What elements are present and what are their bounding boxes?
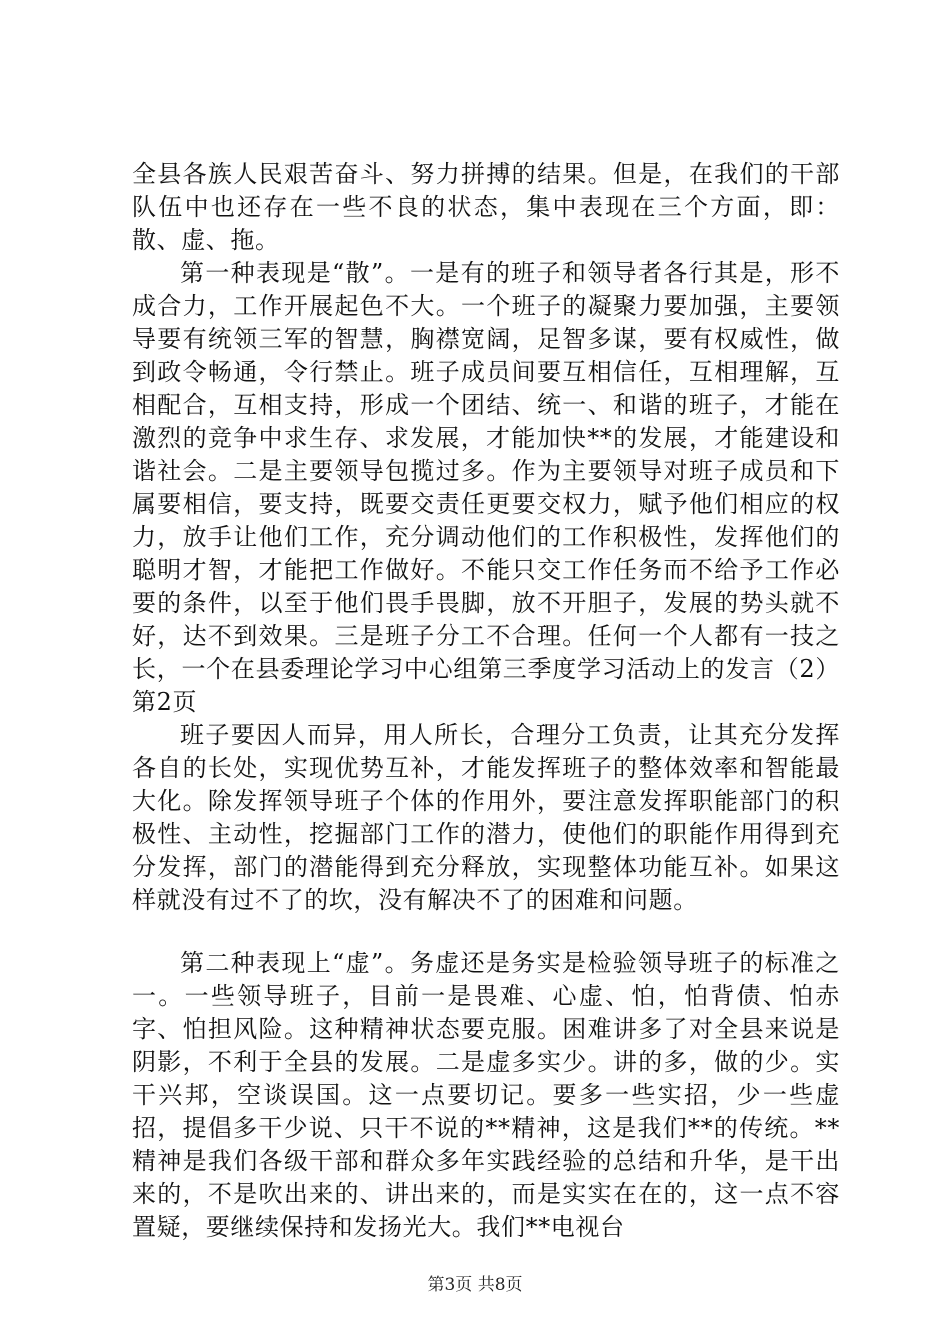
paragraph-intro: 全县各族人民艰苦奋斗、努力拼搏的结果。但是，在我们的干部队伍中也还存在一些不良的状态，集中表现在三个方面，即：散、虚、拖。 [132, 160, 840, 254]
paragraph-team-division: 班子要因人而异，用人所长，合理分工负责，让其充分发挥各自的长处，实现优势互补，才能发挥班子的整体效率和智能最大化。除发挥领导班子个体的作用外，要注意发挥职能部门的积极性、主动性，挖掘部门工作的潜力，使他们的职能作用得到充分发挥，部门的潜能得到充分释放，实现整体功能互补。如果这样就没有过不了的坎，没有解决不了的困难和问题。 [132, 721, 840, 914]
page-footer: 第3页 共8页 [427, 1275, 523, 1295]
document-body [132, 158, 840, 1244]
paragraph-spacer [132, 917, 840, 947]
paragraph-hollow: 第二种表现上“虚”。务虚还是务实是检验领导班子的标准之一。一些领导班子，目前一是畏难、心虚、怕，怕背债、怕赤字、怕担风险。这种精神状态要克服。困难讲多了对全县来说是阴影，不利于全县的发展。二是虚多实少。讲的多，做的少。实干兴邦，空谈误国。这一点要切记。要多一些实招，少一些虚招，提倡多干少说、只干不说的**精神，这是我们**的传统。**精神是我们各级干部和群众多年实践经验的总结和升华，是干出来的，不是吹出来的、讲出来的，而是实实在在的，这一点不容置疑，要继续保持和发扬光大。我们**电视台 [132, 949, 840, 1241]
paragraph-scattered: 第一种表现是“散”。一是有的班子和领导者各行其是，形不成合力，工作开展起色不大。一个班子的凝聚力要加强，主要领导要有统领三军的智慧，胸襟宽阔，足智多谋，要有权威性，做到政令畅通，令行禁止。班子成员间要互相信任，互相理解，互相配合，互相支持，形成一个团结、统一、和谐的班子，才能在激烈的竞争中求生存、求发展，才能加快**的发展，才能建设和谐社会。二是主要领导包揽过多。作为主要领导对班子成员和下属要相信，要支持，既要交责任更要交权力，赋予他们相应的权力，放手让他们工作，充分调动他们的工作积极性，发挥他们的聪明才智，才能把工作做好。不能只交工作任务而不给予工作必要的条件，以至于他们畏手畏脚，放不开胆子，发展的势头就不好，达不到效果。三是班子分工不合理。任何一个人都有一技之长，一个在县委理论学习中心组第三季度学习活动上的发言（2）第2页 [132, 259, 840, 716]
